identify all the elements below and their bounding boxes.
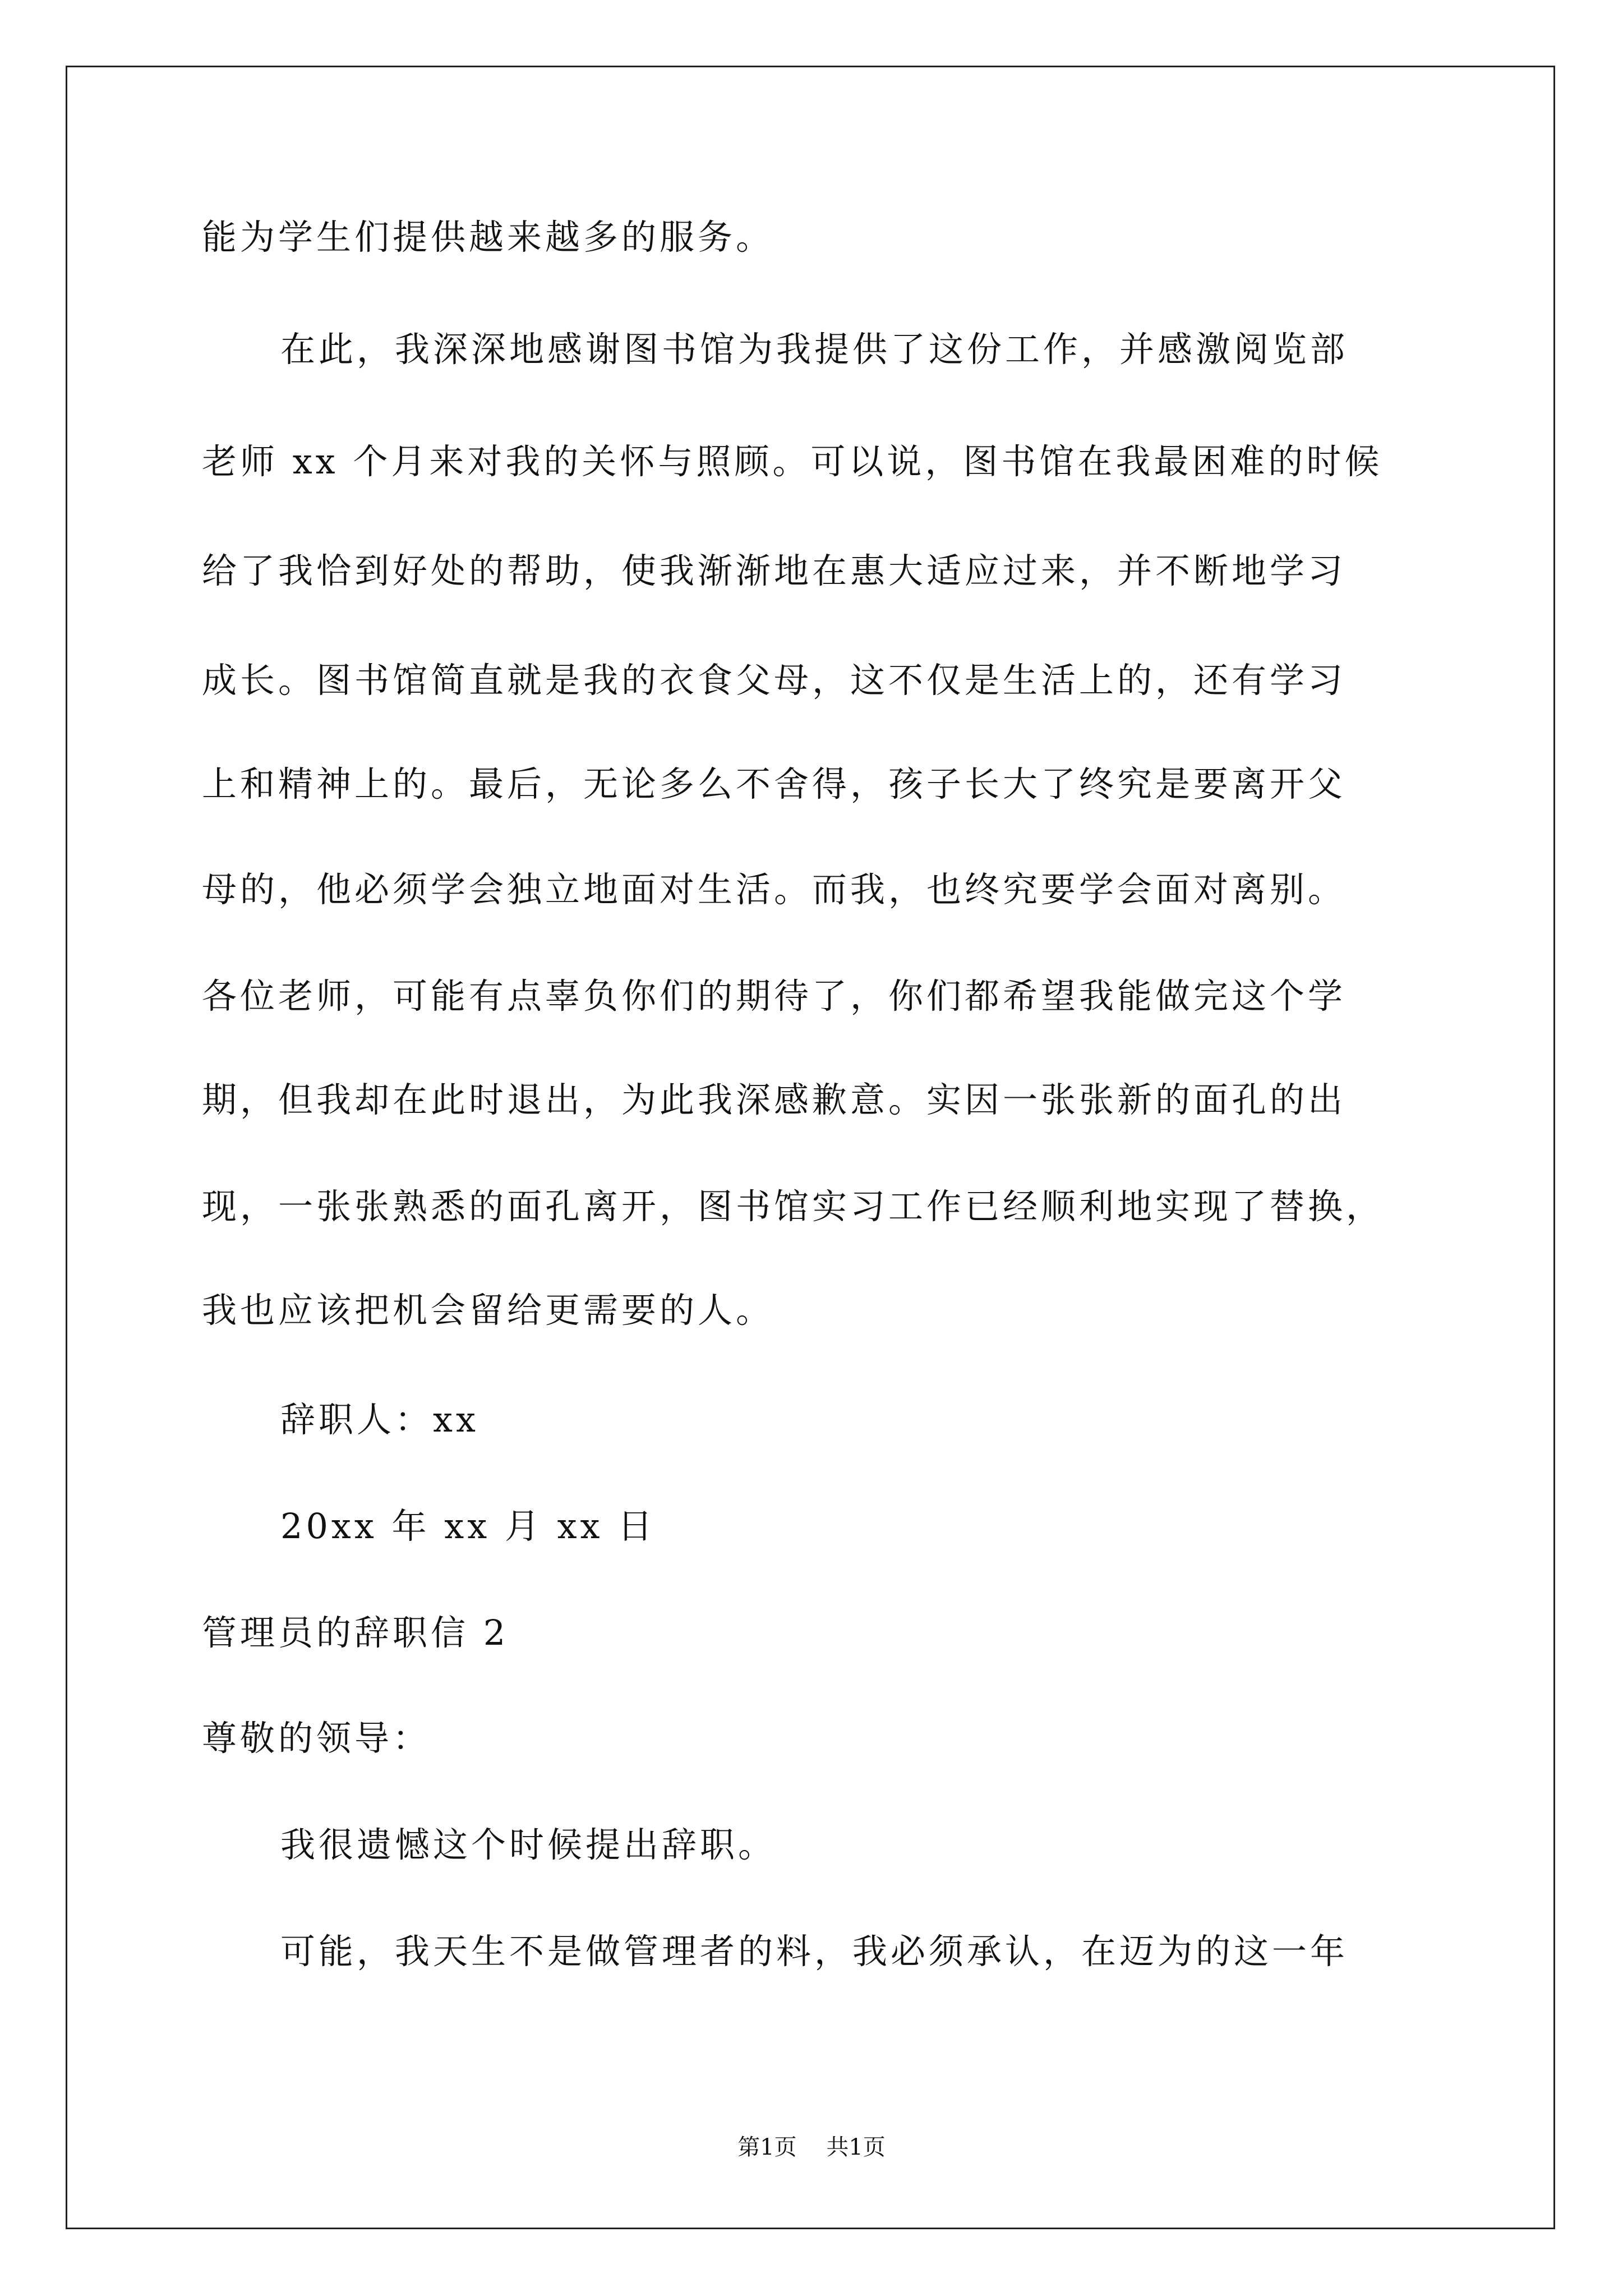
text-line: 上和精神上的。最后，无论多么不舍得，孩子长大了终究是要离开父 <box>202 763 1347 804</box>
signature-line: 辞职人：xx <box>280 1399 479 1440</box>
text-line: 各位老师，可能有点辜负你们的期待了，你们都希望我能做完这个学 <box>202 976 1347 1016</box>
date-line: 20xx 年 xx 月 xx 日 <box>280 1506 656 1547</box>
text-line: 我也应该把机会留给更需要的人。 <box>202 1290 774 1331</box>
text-line: 可能，我天生不是做管理者的料，我必须承认，在迈为的这一年 <box>280 1931 1349 1972</box>
text-line: 我很遗憾这个时候提出辞职。 <box>280 1824 777 1865</box>
text-line: 现，一张张熟悉的面孔离开，图书馆实习工作已经顺利地实现了替换， <box>202 1186 1385 1227</box>
page-total: 共1页 <box>826 2134 886 2160</box>
page-number: 第1页 <box>737 2134 797 2160</box>
section-title: 管理员的辞职信 2 <box>202 1612 509 1653</box>
text-line: 老师 xx 个月来对我的关怀与照顾。可以说，图书馆在我最困难的时候 <box>202 441 1383 482</box>
text-line: 给了我恰到好处的帮助，使我渐渐地在惠大适应过来，并不断地学习 <box>202 550 1347 591</box>
text-line: 母的，他必须学会独立地面对生活。而我，也终究要学会面对离别。 <box>202 869 1347 910</box>
salutation: 尊敬的领导： <box>202 1718 431 1759</box>
text-line: 在此，我深深地感谢图书馆为我提供了这份工作，并感激阅览部 <box>280 329 1349 370</box>
text-line: 能为学生们提供越来越多的服务。 <box>202 217 774 257</box>
page-border <box>66 66 1555 2229</box>
page-footer <box>0 2136 1623 2159</box>
text-line: 成长。图书馆简直就是我的衣食父母，这不仅是生活上的，还有学习 <box>202 660 1347 701</box>
text-line: 期，但我却在此时退出，为此我深感歉意。实因一张张新的面孔的出 <box>202 1079 1347 1120</box>
